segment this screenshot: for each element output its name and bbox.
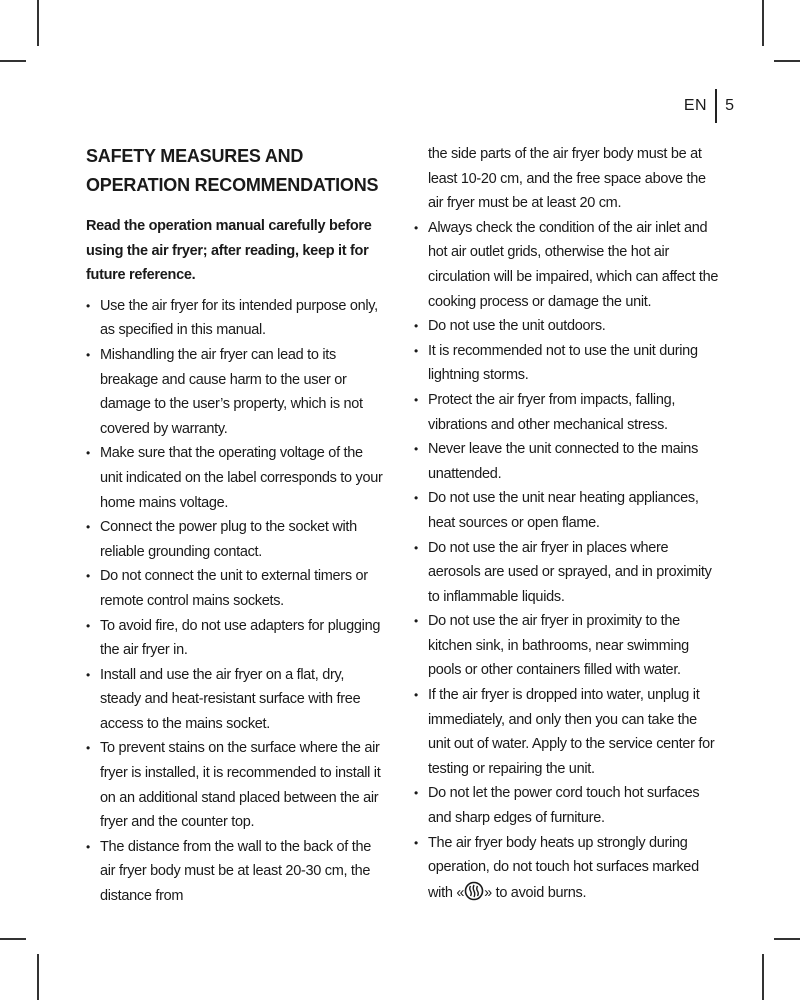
- list-item: • Do not let the power cord touch hot surfaces and sharp edges of furniture.: [414, 781, 720, 830]
- list-item: • If the air fryer is dropped into water, unplug it immediately, and only then you can take the unit out of water. Apply to the service center for testing or repairing the unit.: [414, 683, 720, 781]
- safety-list-left: [86, 294, 386, 909]
- list-item: • To avoid fire, do not use adapters for plugging the air fryer in.: [86, 614, 386, 663]
- crop-mark: [37, 0, 39, 46]
- list-item: [414, 831, 720, 906]
- crop-mark: [0, 938, 26, 940]
- last-item-text-end: » to avoid burns.: [484, 884, 587, 901]
- list-item: • Always check the condition of the air inlet and hot air outlet grids, otherwise the hot air circulation will be impaired, which can affect the cooking process or damage the unit.: [414, 216, 720, 314]
- crop-mark: [774, 60, 800, 62]
- language-code: EN: [683, 97, 708, 114]
- crop-mark: [762, 954, 764, 1000]
- crop-mark: [774, 938, 800, 940]
- list-item: • The distance from the wall to the back of the air fryer body must be at least 20-30 cm, the distance from: [86, 835, 386, 909]
- list-item: • Do not use the unit outdoors.: [414, 314, 720, 339]
- crop-mark: [37, 954, 39, 1000]
- safety-list-right: [414, 216, 720, 906]
- list-item: • Never leave the unit connected to the mains unattended.: [414, 437, 720, 486]
- left-column: [86, 142, 386, 909]
- list-item: • Do not connect the unit to external timers or remote control mains sockets.: [86, 564, 386, 613]
- list-item: • Use the air fryer for its intended purpose only, as specified in this manual.: [86, 294, 386, 343]
- section-title: SAFETY MEASURES AND OPERATION RECOMMENDATIONS: [86, 146, 379, 195]
- hot-surface-icon: [464, 880, 484, 902]
- last-item-text-start: The air fryer body heats up strongly during operation, do not touch hot surfaces marked with «: [428, 834, 699, 901]
- list-item: • Connect the power plug to the socket with reliable grounding contact.: [86, 515, 386, 564]
- continued-text: the side parts of the air fryer body must be at least 10-20 cm, and the free space above the air fryer must be at least 20 cm.: [428, 146, 706, 212]
- list-item: • It is recommended not to use the unit during lightning storms.: [414, 339, 720, 388]
- list-item: • Do not use the air fryer in places where aerosols are used or sprayed, and in proximity to inflammable liquids.: [414, 536, 720, 610]
- page-header: [684, 89, 734, 123]
- list-item: • Do not use the air fryer in proximity to the kitchen sink, in bathrooms, near swimming pools or other containers filled with water.: [414, 609, 720, 683]
- list-item: • Do not use the unit near heating appliances, heat sources or open flame.: [414, 486, 720, 535]
- crop-mark: [762, 0, 764, 46]
- list-item: • Mishandling the air fryer can lead to its breakage and cause harm to the user or damage to the user’s property, which is not covered by warranty.: [86, 343, 386, 441]
- crop-mark: [0, 60, 26, 62]
- list-item: • Make sure that the operating voltage of the unit indicated on the label corresponds to your home mains voltage.: [86, 441, 386, 515]
- list-item: • To prevent stains on the surface where the air fryer is installed, it is recommended to install it on an additional stand placed between the air fryer and the counter top.: [86, 736, 386, 834]
- list-item: • Install and use the air fryer on a flat, dry, steady and heat-resistant surface with free access to the mains socket.: [86, 663, 386, 737]
- intro-text: Read the operation manual carefully before using the air fryer; after reading, keep it for future reference.: [86, 218, 372, 284]
- page-number: 5: [725, 97, 734, 114]
- right-column: [414, 142, 720, 905]
- list-item: • Protect the air fryer from impacts, falling, vibrations and other mechanical stress.: [414, 388, 720, 437]
